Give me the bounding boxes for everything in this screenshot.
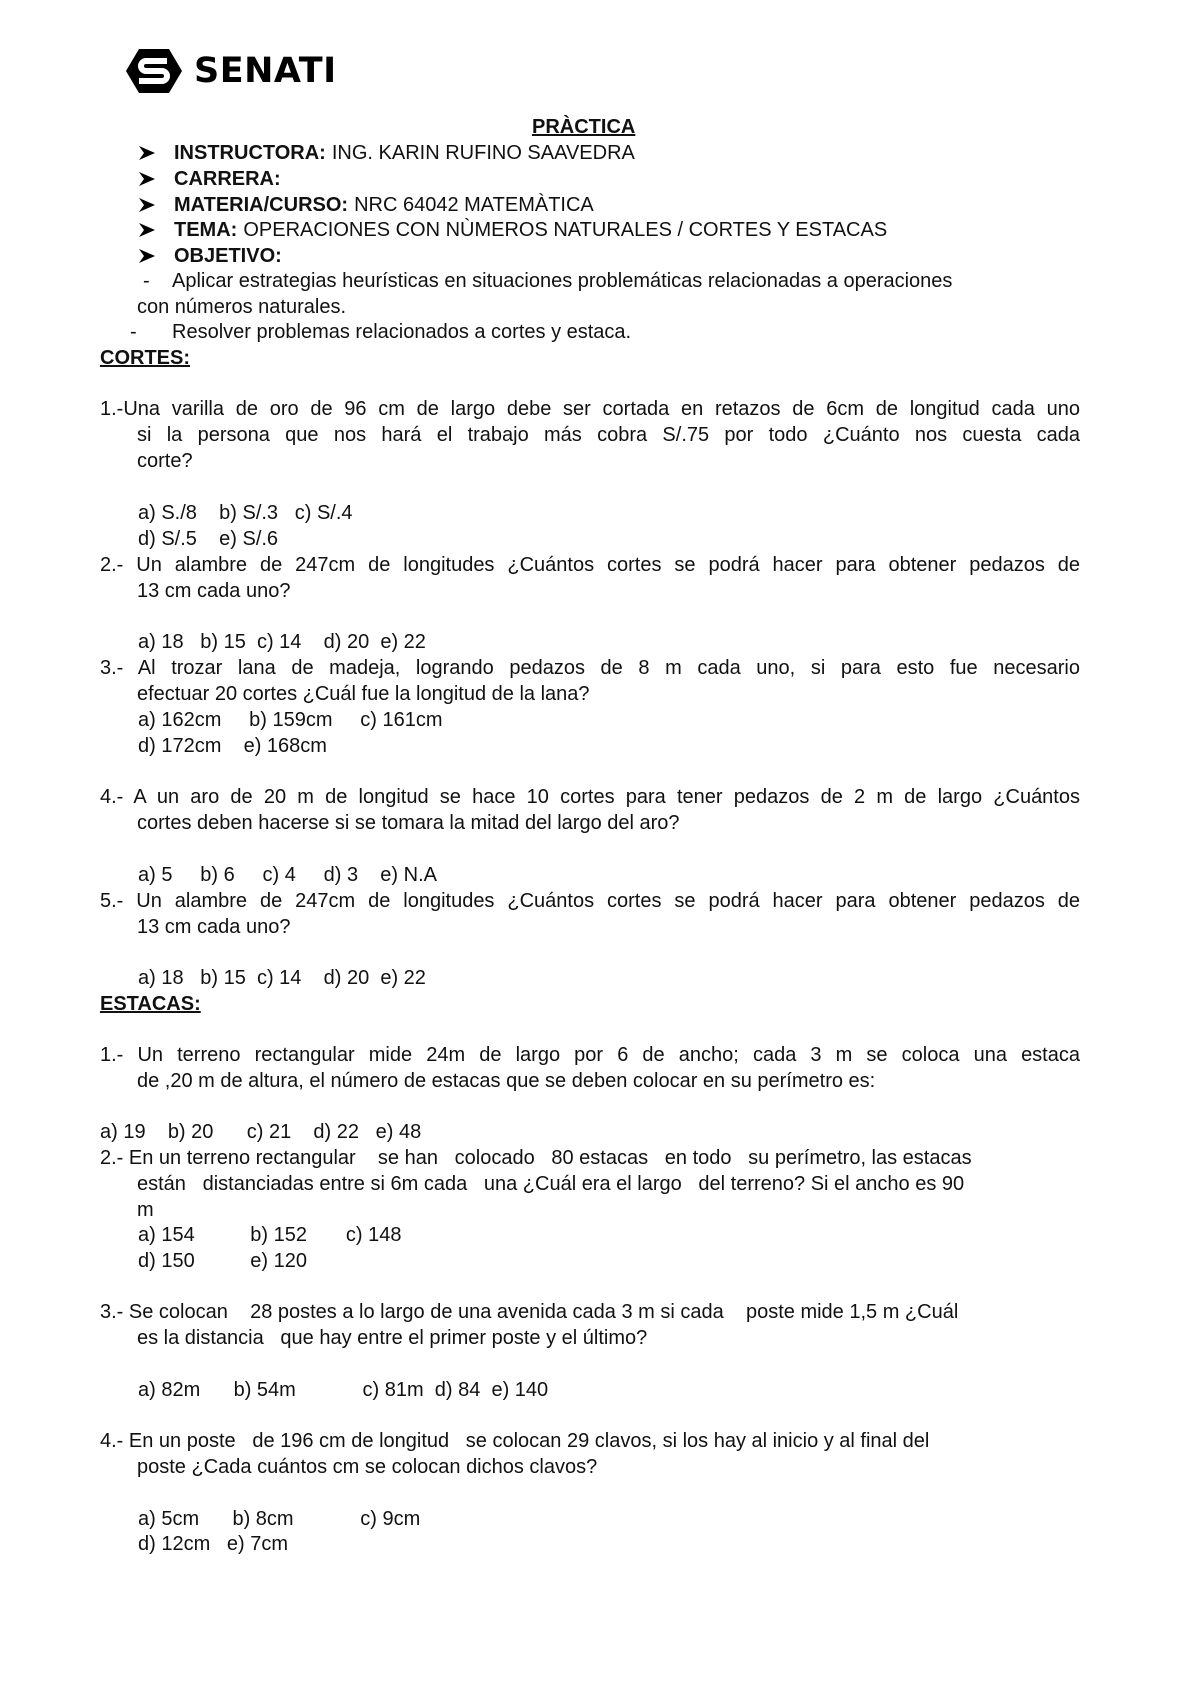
cortes-p3-answers-1: a) 162cm b) 159cm c) 161cm	[138, 709, 443, 731]
estacas-p3-answers: a) 82m b) 54m c) 81m d) 84 e) 140	[138, 1379, 549, 1401]
cortes-p4-line-2: cortes deben hacerse si se tomara la mitad del largo del aro?	[137, 812, 680, 834]
objetivo-2-dash: -	[130, 321, 137, 343]
estacas-p4-answers-2: d) 12cm e) 7cm	[138, 1533, 289, 1555]
cortes-p3-line-1: 3.- Al trozar lana de madeja, logrando pedazos de 8 m cada uno, si para esto fue necesario	[100, 657, 1080, 679]
estacas-p4-line-1: 4.- En un poste de 196 cm de longitud se colocan 29 clavos, si los hay al inicio y al final del	[100, 1430, 930, 1452]
logo-wordmark: SENATI	[194, 51, 337, 91]
estacas-p2-line-3: m	[137, 1199, 154, 1221]
cortes-p5-line-2: 13 cm cada uno?	[137, 916, 291, 938]
tema-label: TEMA:	[174, 219, 238, 241]
cortes-p4-line-1: 4.- A un aro de 20 m de longitud se hace 10 cortes para tener pedazos de 2 m de largo ¿Cuántos	[100, 786, 1080, 808]
arrow-bullet-icon	[138, 243, 156, 269]
estacas-p4-line-2: poste ¿Cada cuántos cm se colocan dichos clavos?	[137, 1456, 598, 1478]
cortes-heading: CORTES:	[100, 347, 190, 369]
objetivo-1-line-1: Aplicar estrategias heurísticas en situaciones problemáticas relacionadas a operaciones	[172, 270, 953, 292]
estacas-p2-line-2: están distanciadas entre si 6m cada una ¿Cuál era el largo del terreno? Si el ancho es 90	[137, 1173, 965, 1195]
objetivo-1-dash: -	[143, 270, 150, 292]
instructora-label: INSTRUCTORA:	[174, 142, 326, 164]
header-instructora	[138, 140, 635, 166]
estacas-p1-answers: a) 19 b) 20 c) 21 d) 22 e) 48	[100, 1121, 422, 1143]
header-materia	[138, 192, 594, 218]
cortes-p3-line-2: efectuar 20 cortes ¿Cuál fue la longitud de la lana?	[137, 683, 590, 705]
cortes-p1-answers-2: d) S/.5 e) S/.6	[138, 528, 279, 550]
cortes-p4-answers: a) 5 b) 6 c) 4 d) 3 e) N.A	[138, 864, 437, 886]
estacas-heading: ESTACAS:	[100, 993, 201, 1015]
arrow-bullet-icon	[138, 140, 156, 166]
objetivo-1-line-2: con números naturales.	[137, 296, 347, 318]
cortes-p1-line-1: 1.-Una varilla de oro de 96 cm de largo debe ser cortada en retazos de 6cm de longitud cada uno	[100, 398, 1080, 420]
carrera-label: CARRERA:	[174, 168, 281, 190]
materia-label: MATERIA/CURSO:	[174, 194, 349, 216]
cortes-p1-line-3: corte?	[137, 450, 193, 472]
cortes-p1-line-2: si la persona que nos hará el trabajo más cobra S/.75 por todo ¿Cuánto nos cuesta cada	[137, 424, 1080, 446]
tema-value: OPERACIONES CON NÙMEROS NATURALES / CORTES Y ESTACAS	[243, 219, 888, 241]
senati-logo	[124, 46, 337, 96]
arrow-bullet-icon	[138, 217, 156, 243]
estacas-p4-answers-1: a) 5cm b) 8cm c) 9cm	[138, 1508, 421, 1530]
cortes-p3-answers-2: d) 172cm e) 168cm	[138, 735, 327, 757]
objetivo-2: Resolver problemas relacionados a cortes y estaca.	[172, 321, 632, 343]
header-tema	[138, 217, 887, 243]
cortes-p1-answers-1: a) S./8 b) S/.3 c) S/.4	[138, 502, 353, 524]
materia-value: NRC 64042 MATEMÀTICA	[354, 194, 594, 216]
objetivo-label: OBJETIVO:	[174, 245, 282, 267]
estacas-p3-line-1: 3.- Se colocan 28 postes a lo largo de una avenida cada 3 m si cada poste mide 1,5 m ¿Cuál	[100, 1301, 959, 1323]
arrow-bullet-icon	[138, 192, 156, 218]
estacas-p2-line-1: 2.- En un terreno rectangular se han colocado 80 estacas en todo su perímetro, las estacas	[100, 1147, 972, 1169]
estacas-p1-line-2: de ,20 m de altura, el número de estacas que se deben colocar en su perímetro es:	[137, 1070, 876, 1092]
estacas-p3-line-2: es la distancia que hay entre el primer poste y el último?	[137, 1327, 648, 1349]
cortes-p5-answers: a) 18 b) 15 c) 14 d) 20 e) 22	[138, 967, 426, 989]
arrow-bullet-icon	[138, 166, 156, 192]
cortes-p2-line-2: 13 cm cada uno?	[137, 580, 291, 602]
estacas-p2-answers-1: a) 154 b) 152 c) 148	[138, 1224, 402, 1246]
header-carrera	[138, 166, 287, 192]
cortes-p5-line-1: 5.- Un alambre de 247cm de longitudes ¿Cuántos cortes se podrá hacer para obtener pedazos de	[100, 890, 1080, 912]
page-title: PRÀCTICA	[532, 116, 636, 138]
senati-logo-icon	[124, 47, 184, 95]
estacas-p2-answers-2: d) 150 e) 120	[138, 1250, 307, 1272]
cortes-p2-line-1: 2.- Un alambre de 247cm de longitudes ¿Cuántos cortes se podrá hacer para obtener pedazos de	[100, 554, 1080, 576]
instructora-value: ING. KARIN RUFINO SAAVEDRA	[331, 142, 635, 164]
cortes-p2-answers: a) 18 b) 15 c) 14 d) 20 e) 22	[138, 631, 426, 653]
header-objetivo	[138, 243, 288, 269]
estacas-p1-line-1: 1.- Un terreno rectangular mide 24m de largo por 6 de ancho; cada 3 m se coloca una estaca	[100, 1044, 1080, 1066]
